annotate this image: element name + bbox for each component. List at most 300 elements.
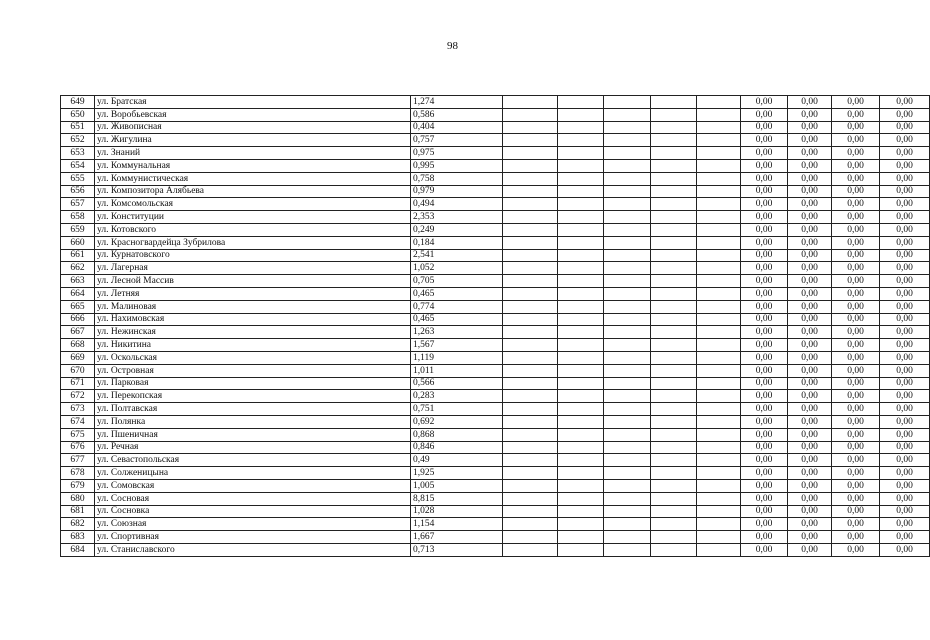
value-cell: 0,00: [741, 172, 788, 185]
value-cell: 0,00: [880, 172, 930, 185]
table-row: [61, 121, 930, 134]
empty-cell: [651, 467, 697, 480]
empty-cell: [604, 364, 651, 377]
value-cell: 0,00: [880, 364, 930, 377]
empty-cell: [604, 121, 651, 134]
value-cell: 0,00: [880, 121, 930, 134]
empty-cell: [558, 108, 604, 121]
street-name-cell: ул. Нахимовская: [95, 313, 411, 326]
length-cell: 0,566: [411, 377, 503, 390]
empty-cell: [651, 339, 697, 352]
empty-cell: [651, 505, 697, 518]
value-cell: 0,00: [741, 159, 788, 172]
length-cell: 1,263: [411, 326, 503, 339]
value-cell: 0,00: [788, 351, 832, 364]
value-cell: 0,00: [832, 223, 880, 236]
row-number-cell: 655: [61, 172, 95, 185]
empty-cell: [503, 543, 558, 556]
street-name-cell: ул. Станиславского: [95, 543, 411, 556]
table-row: [61, 96, 930, 109]
empty-cell: [604, 313, 651, 326]
empty-cell: [503, 479, 558, 492]
empty-cell: [503, 441, 558, 454]
empty-cell: [558, 505, 604, 518]
empty-cell: [651, 249, 697, 262]
value-cell: 0,00: [880, 531, 930, 544]
street-name-cell: ул. Сосновая: [95, 492, 411, 505]
empty-cell: [604, 467, 651, 480]
empty-cell: [604, 403, 651, 416]
street-name-cell: ул. Спортивная: [95, 531, 411, 544]
value-cell: 0,00: [880, 108, 930, 121]
empty-cell: [558, 339, 604, 352]
value-cell: 0,00: [880, 326, 930, 339]
empty-cell: [503, 505, 558, 518]
value-cell: 0,00: [741, 147, 788, 160]
value-cell: 0,00: [741, 351, 788, 364]
empty-cell: [558, 147, 604, 160]
empty-cell: [503, 262, 558, 275]
value-cell: 0,00: [741, 531, 788, 544]
row-number-cell: 674: [61, 415, 95, 428]
value-cell: 0,00: [880, 441, 930, 454]
row-number-cell: 682: [61, 518, 95, 531]
empty-cell: [651, 479, 697, 492]
row-number-cell: 652: [61, 134, 95, 147]
value-cell: 0,00: [832, 454, 880, 467]
table-row: [61, 492, 930, 505]
length-cell: 0,975: [411, 147, 503, 160]
empty-cell: [697, 249, 741, 262]
empty-cell: [558, 454, 604, 467]
empty-cell: [604, 198, 651, 211]
empty-cell: [604, 96, 651, 109]
value-cell: 0,00: [741, 441, 788, 454]
empty-cell: [651, 415, 697, 428]
empty-cell: [651, 543, 697, 556]
empty-cell: [503, 185, 558, 198]
empty-cell: [503, 275, 558, 288]
table-row: [61, 108, 930, 121]
street-name-cell: ул. Союзная: [95, 518, 411, 531]
empty-cell: [604, 326, 651, 339]
street-name-cell: ул. Перекопская: [95, 390, 411, 403]
empty-cell: [697, 198, 741, 211]
empty-cell: [697, 531, 741, 544]
length-cell: 0,705: [411, 275, 503, 288]
empty-cell: [697, 339, 741, 352]
length-cell: 0,751: [411, 403, 503, 416]
value-cell: 0,00: [741, 313, 788, 326]
street-name-cell: ул. Оскольская: [95, 351, 411, 364]
value-cell: 0,00: [741, 403, 788, 416]
empty-cell: [503, 364, 558, 377]
value-cell: 0,00: [832, 531, 880, 544]
value-cell: 0,00: [880, 428, 930, 441]
length-cell: 0,995: [411, 159, 503, 172]
value-cell: 0,00: [788, 313, 832, 326]
empty-cell: [651, 134, 697, 147]
street-name-cell: ул. Полянка: [95, 415, 411, 428]
value-cell: 0,00: [741, 415, 788, 428]
street-name-cell: ул. Воробьевская: [95, 108, 411, 121]
length-cell: 2,353: [411, 211, 503, 224]
street-name-cell: ул. Лагерная: [95, 262, 411, 275]
streets-table: [60, 95, 930, 557]
value-cell: 0,00: [788, 505, 832, 518]
empty-cell: [558, 300, 604, 313]
value-cell: 0,00: [832, 300, 880, 313]
value-cell: 0,00: [741, 275, 788, 288]
empty-cell: [604, 543, 651, 556]
value-cell: 0,00: [788, 326, 832, 339]
value-cell: 0,00: [832, 518, 880, 531]
value-cell: 0,00: [880, 185, 930, 198]
empty-cell: [503, 121, 558, 134]
value-cell: 0,00: [880, 390, 930, 403]
value-cell: 0,00: [832, 505, 880, 518]
row-number-cell: 670: [61, 364, 95, 377]
empty-cell: [697, 275, 741, 288]
value-cell: 0,00: [788, 121, 832, 134]
empty-cell: [558, 249, 604, 262]
value-cell: 0,00: [788, 518, 832, 531]
street-name-cell: ул. Комсомольская: [95, 198, 411, 211]
value-cell: 0,00: [832, 134, 880, 147]
value-cell: 0,00: [741, 326, 788, 339]
length-cell: 2,541: [411, 249, 503, 262]
empty-cell: [697, 377, 741, 390]
value-cell: 0,00: [880, 339, 930, 352]
empty-cell: [604, 454, 651, 467]
length-cell: 0,283: [411, 390, 503, 403]
empty-cell: [651, 351, 697, 364]
empty-cell: [604, 441, 651, 454]
value-cell: 0,00: [832, 415, 880, 428]
empty-cell: [697, 403, 741, 416]
empty-cell: [604, 415, 651, 428]
empty-cell: [651, 326, 697, 339]
empty-cell: [604, 479, 651, 492]
empty-cell: [651, 364, 697, 377]
page-number: 98: [447, 40, 458, 52]
length-cell: 0,692: [411, 415, 503, 428]
empty-cell: [697, 172, 741, 185]
empty-cell: [697, 147, 741, 160]
row-number-cell: 669: [61, 351, 95, 364]
empty-cell: [503, 531, 558, 544]
empty-cell: [697, 518, 741, 531]
value-cell: 0,00: [832, 172, 880, 185]
value-cell: 0,00: [788, 543, 832, 556]
row-number-cell: 663: [61, 275, 95, 288]
empty-cell: [651, 403, 697, 416]
empty-cell: [697, 415, 741, 428]
empty-cell: [697, 313, 741, 326]
empty-cell: [697, 134, 741, 147]
value-cell: 0,00: [788, 492, 832, 505]
value-cell: 0,00: [880, 467, 930, 480]
empty-cell: [697, 454, 741, 467]
empty-cell: [558, 159, 604, 172]
value-cell: 0,00: [788, 390, 832, 403]
street-name-cell: ул. Котовского: [95, 223, 411, 236]
empty-cell: [651, 313, 697, 326]
empty-cell: [558, 492, 604, 505]
table-row: [61, 403, 930, 416]
length-cell: 1,119: [411, 351, 503, 364]
value-cell: 0,00: [741, 492, 788, 505]
empty-cell: [651, 121, 697, 134]
value-cell: 0,00: [880, 351, 930, 364]
value-cell: 0,00: [880, 147, 930, 160]
empty-cell: [558, 518, 604, 531]
value-cell: 0,00: [741, 287, 788, 300]
value-cell: 0,00: [880, 454, 930, 467]
empty-cell: [651, 454, 697, 467]
value-cell: 0,00: [880, 377, 930, 390]
value-cell: 0,00: [741, 236, 788, 249]
length-cell: 0,586: [411, 108, 503, 121]
empty-cell: [503, 351, 558, 364]
value-cell: 0,00: [832, 403, 880, 416]
empty-cell: [604, 428, 651, 441]
value-cell: 0,00: [880, 543, 930, 556]
table-row: [61, 415, 930, 428]
empty-cell: [697, 211, 741, 224]
empty-cell: [558, 364, 604, 377]
empty-cell: [558, 326, 604, 339]
value-cell: 0,00: [741, 479, 788, 492]
empty-cell: [651, 108, 697, 121]
value-cell: 0,00: [741, 467, 788, 480]
street-name-cell: ул. Парковая: [95, 377, 411, 390]
street-name-cell: ул. Сомовская: [95, 479, 411, 492]
empty-cell: [651, 172, 697, 185]
value-cell: 0,00: [832, 441, 880, 454]
street-name-cell: ул. Нежинская: [95, 326, 411, 339]
street-name-cell: ул. Малиновая: [95, 300, 411, 313]
value-cell: 0,00: [880, 518, 930, 531]
value-cell: 0,00: [880, 313, 930, 326]
empty-cell: [503, 198, 558, 211]
empty-cell: [503, 287, 558, 300]
empty-cell: [604, 339, 651, 352]
street-name-cell: ул. Пшеничная: [95, 428, 411, 441]
street-name-cell: ул. Знаний: [95, 147, 411, 160]
empty-cell: [651, 147, 697, 160]
table-row: [61, 300, 930, 313]
value-cell: 0,00: [832, 147, 880, 160]
value-cell: 0,00: [832, 262, 880, 275]
street-name-cell: ул. Коммунальная: [95, 159, 411, 172]
empty-cell: [697, 287, 741, 300]
empty-cell: [697, 185, 741, 198]
value-cell: 0,00: [880, 262, 930, 275]
table-row: [61, 262, 930, 275]
empty-cell: [558, 415, 604, 428]
empty-cell: [697, 262, 741, 275]
empty-cell: [604, 159, 651, 172]
row-number-cell: 665: [61, 300, 95, 313]
empty-cell: [697, 236, 741, 249]
value-cell: 0,00: [788, 172, 832, 185]
empty-cell: [697, 428, 741, 441]
value-cell: 0,00: [741, 377, 788, 390]
empty-cell: [651, 96, 697, 109]
street-name-cell: ул. Композитора Алябьева: [95, 185, 411, 198]
value-cell: 0,00: [788, 185, 832, 198]
value-cell: 0,00: [832, 313, 880, 326]
empty-cell: [604, 172, 651, 185]
length-cell: 8,815: [411, 492, 503, 505]
street-name-cell: ул. Братская: [95, 96, 411, 109]
table-row: [61, 428, 930, 441]
value-cell: 0,00: [788, 364, 832, 377]
row-number-cell: 667: [61, 326, 95, 339]
value-cell: 0,00: [741, 390, 788, 403]
value-cell: 0,00: [880, 198, 930, 211]
row-number-cell: 666: [61, 313, 95, 326]
empty-cell: [558, 403, 604, 416]
value-cell: 0,00: [788, 134, 832, 147]
value-cell: 0,00: [788, 262, 832, 275]
empty-cell: [651, 198, 697, 211]
empty-cell: [503, 223, 558, 236]
row-number-cell: 650: [61, 108, 95, 121]
length-cell: 1,005: [411, 479, 503, 492]
empty-cell: [604, 108, 651, 121]
empty-cell: [503, 390, 558, 403]
value-cell: 0,00: [788, 467, 832, 480]
row-number-cell: 680: [61, 492, 95, 505]
length-cell: 1,028: [411, 505, 503, 518]
value-cell: 0,00: [832, 249, 880, 262]
table-row: [61, 275, 930, 288]
length-cell: 0,713: [411, 543, 503, 556]
value-cell: 0,00: [788, 223, 832, 236]
value-cell: 0,00: [880, 134, 930, 147]
value-cell: 0,00: [880, 96, 930, 109]
empty-cell: [558, 287, 604, 300]
table-row: [61, 543, 930, 556]
empty-cell: [697, 121, 741, 134]
empty-cell: [558, 172, 604, 185]
value-cell: 0,00: [741, 300, 788, 313]
value-cell: 0,00: [741, 121, 788, 134]
length-cell: 1,052: [411, 262, 503, 275]
value-cell: 0,00: [832, 275, 880, 288]
table-row: [61, 313, 930, 326]
row-number-cell: 676: [61, 441, 95, 454]
value-cell: 0,00: [832, 159, 880, 172]
row-number-cell: 684: [61, 543, 95, 556]
value-cell: 0,00: [832, 236, 880, 249]
value-cell: 0,00: [832, 198, 880, 211]
length-cell: 1,667: [411, 531, 503, 544]
row-number-cell: 656: [61, 185, 95, 198]
table-row: [61, 339, 930, 352]
length-cell: 1,154: [411, 518, 503, 531]
length-cell: 0,758: [411, 172, 503, 185]
table-row: [61, 159, 930, 172]
table-row: [61, 134, 930, 147]
value-cell: 0,00: [741, 185, 788, 198]
value-cell: 0,00: [832, 108, 880, 121]
length-cell: 0,465: [411, 313, 503, 326]
empty-cell: [558, 223, 604, 236]
empty-cell: [503, 428, 558, 441]
empty-cell: [503, 403, 558, 416]
empty-cell: [604, 134, 651, 147]
value-cell: 0,00: [741, 505, 788, 518]
value-cell: 0,00: [832, 428, 880, 441]
empty-cell: [651, 492, 697, 505]
empty-cell: [651, 287, 697, 300]
empty-cell: [651, 262, 697, 275]
value-cell: 0,00: [788, 108, 832, 121]
value-cell: 0,00: [741, 198, 788, 211]
row-number-cell: 681: [61, 505, 95, 518]
empty-cell: [697, 364, 741, 377]
empty-cell: [558, 96, 604, 109]
length-cell: 0,868: [411, 428, 503, 441]
table-row: [61, 287, 930, 300]
value-cell: 0,00: [880, 415, 930, 428]
empty-cell: [697, 479, 741, 492]
empty-cell: [503, 108, 558, 121]
value-cell: 0,00: [741, 96, 788, 109]
empty-cell: [503, 96, 558, 109]
table-row: [61, 172, 930, 185]
value-cell: 0,00: [741, 211, 788, 224]
value-cell: 0,00: [741, 454, 788, 467]
value-cell: 0,00: [788, 339, 832, 352]
empty-cell: [503, 377, 558, 390]
value-cell: 0,00: [741, 262, 788, 275]
street-name-cell: ул. Речная: [95, 441, 411, 454]
row-number-cell: 658: [61, 211, 95, 224]
empty-cell: [697, 543, 741, 556]
value-cell: 0,00: [832, 364, 880, 377]
empty-cell: [651, 236, 697, 249]
row-number-cell: 649: [61, 96, 95, 109]
value-cell: 0,00: [880, 223, 930, 236]
table-row: [61, 364, 930, 377]
table-row: [61, 223, 930, 236]
table-row: [61, 467, 930, 480]
empty-cell: [604, 351, 651, 364]
table-row: [61, 377, 930, 390]
street-name-cell: ул. Курнатовского: [95, 249, 411, 262]
empty-cell: [558, 377, 604, 390]
value-cell: 0,00: [788, 377, 832, 390]
empty-cell: [651, 300, 697, 313]
empty-cell: [604, 262, 651, 275]
empty-cell: [558, 211, 604, 224]
value-cell: 0,00: [741, 518, 788, 531]
street-name-cell: ул. Коммунистическая: [95, 172, 411, 185]
street-name-cell: ул. Конституции: [95, 211, 411, 224]
length-cell: 1,274: [411, 96, 503, 109]
value-cell: 0,00: [832, 339, 880, 352]
empty-cell: [651, 390, 697, 403]
value-cell: 0,00: [832, 543, 880, 556]
value-cell: 0,00: [832, 351, 880, 364]
row-number-cell: 683: [61, 531, 95, 544]
empty-cell: [604, 390, 651, 403]
empty-cell: [604, 185, 651, 198]
